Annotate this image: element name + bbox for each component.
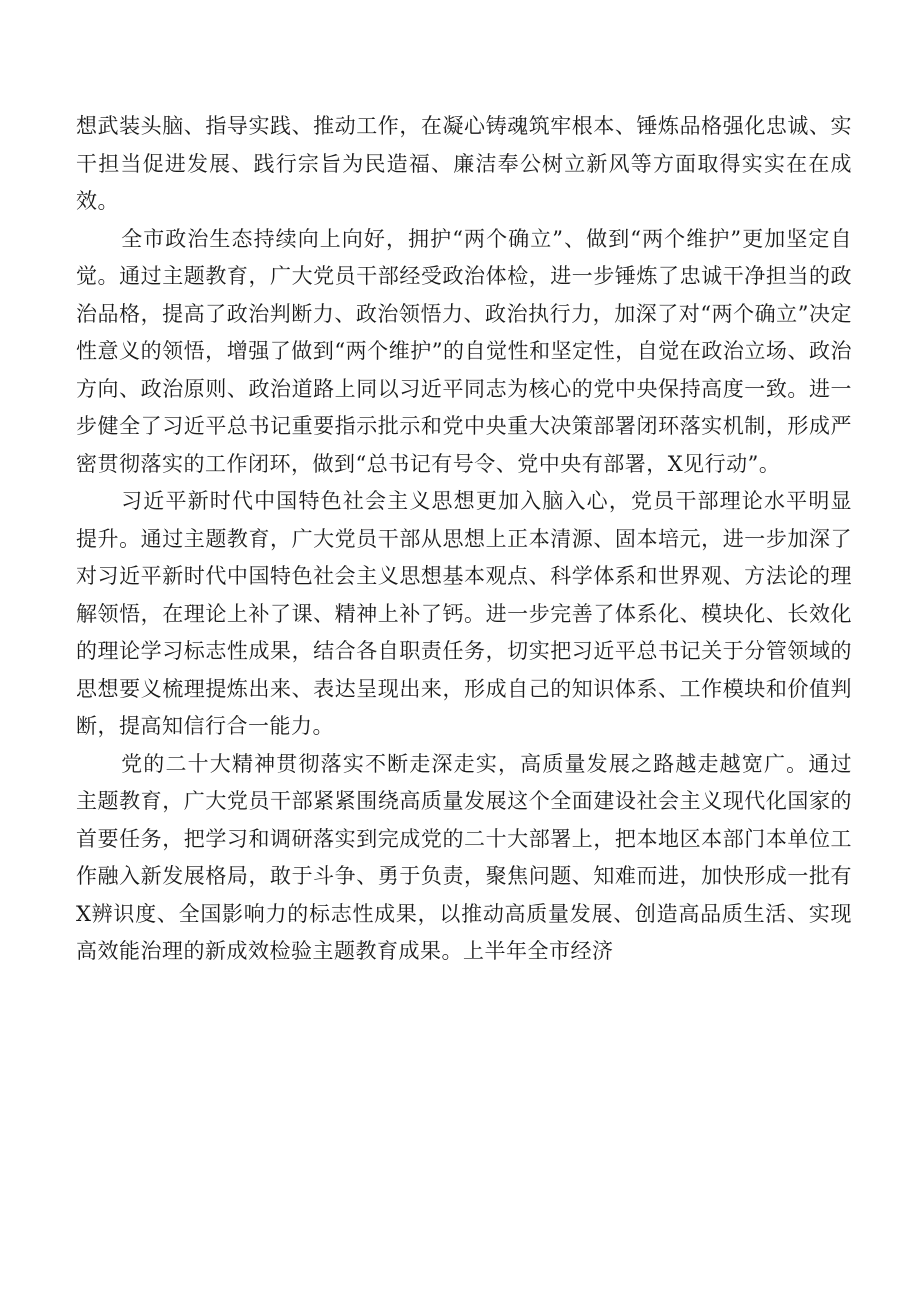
paragraph-2: 全市政治生态持续向上向好，拥护“两个确立”、做到“两个维护”更加坚定自觉。通过主题教育，广大党员干部经受政治体检，进一步锤炼了忠诚干净担当的政治品格，提高了政治判断力、政治领悟力、政治执行力，加深了对“两个确立”决定性意义的领悟，增强了做到“两个维护”的自觉性和坚定性，自觉在政治立场、政治方向、政治原则、政治道路上同以习近平同志为核心的党中央保持高度一致。进一步健全了习近平总书记重要指示批示和党中央重大决策部署闭环落实机制，形成严密贯彻落实的工作闭环，做到“总书记有号令、党中央有部署，X见行动”。 xyxy=(76,226,852,476)
document-body xyxy=(76,108,852,971)
paragraph-1: 想武装头脑、指导实践、推动工作，在凝心铸魂筑牢根本、锤炼品格强化忠诚、实干担当促进发展、践行宗旨为民造福、廉洁奉公树立新风等方面取得实实在在成效。 xyxy=(76,114,852,213)
paragraph-4: 党的二十大精神贯彻落实不断走深走实，高质量发展之路越走越宽广。通过主题教育，广大党员干部紧紧围绕高质量发展这个全面建设社会主义现代化国家的首要任务，把学习和调研落实到完成党的二十大部署上，把本地区本部门本单位工作融入新发展格局，敢于斗争、勇于负责，聚焦问题、知难而进，加快形成一批有X辨识度、全国影响力的标志性成果，以推动高质量发展、创造高品质生活、实现高效能治理的新成效检验主题教育成果。上半年全市经济 xyxy=(76,751,852,963)
paragraph-3: 习近平新时代中国特色社会主义思想更加入脑入心，党员干部理论水平明显提升。通过主题教育，广大党员干部从思想上正本清源、固本培元，进一步加深了对习近平新时代中国特色社会主义思想基本观点、科学体系和世界观、方法论的理解领悟，在理论上补了课、精神上补了钙。进一步完善了体系化、模块化、长效化的理论学习标志性成果，结合各自职责任务，切实把习近平总书记关于分管领域的思想要义梳理提炼出来、表达呈现出来，形成自己的知识体系、工作模块和价值判断，提高知信行合一能力。 xyxy=(76,489,852,738)
